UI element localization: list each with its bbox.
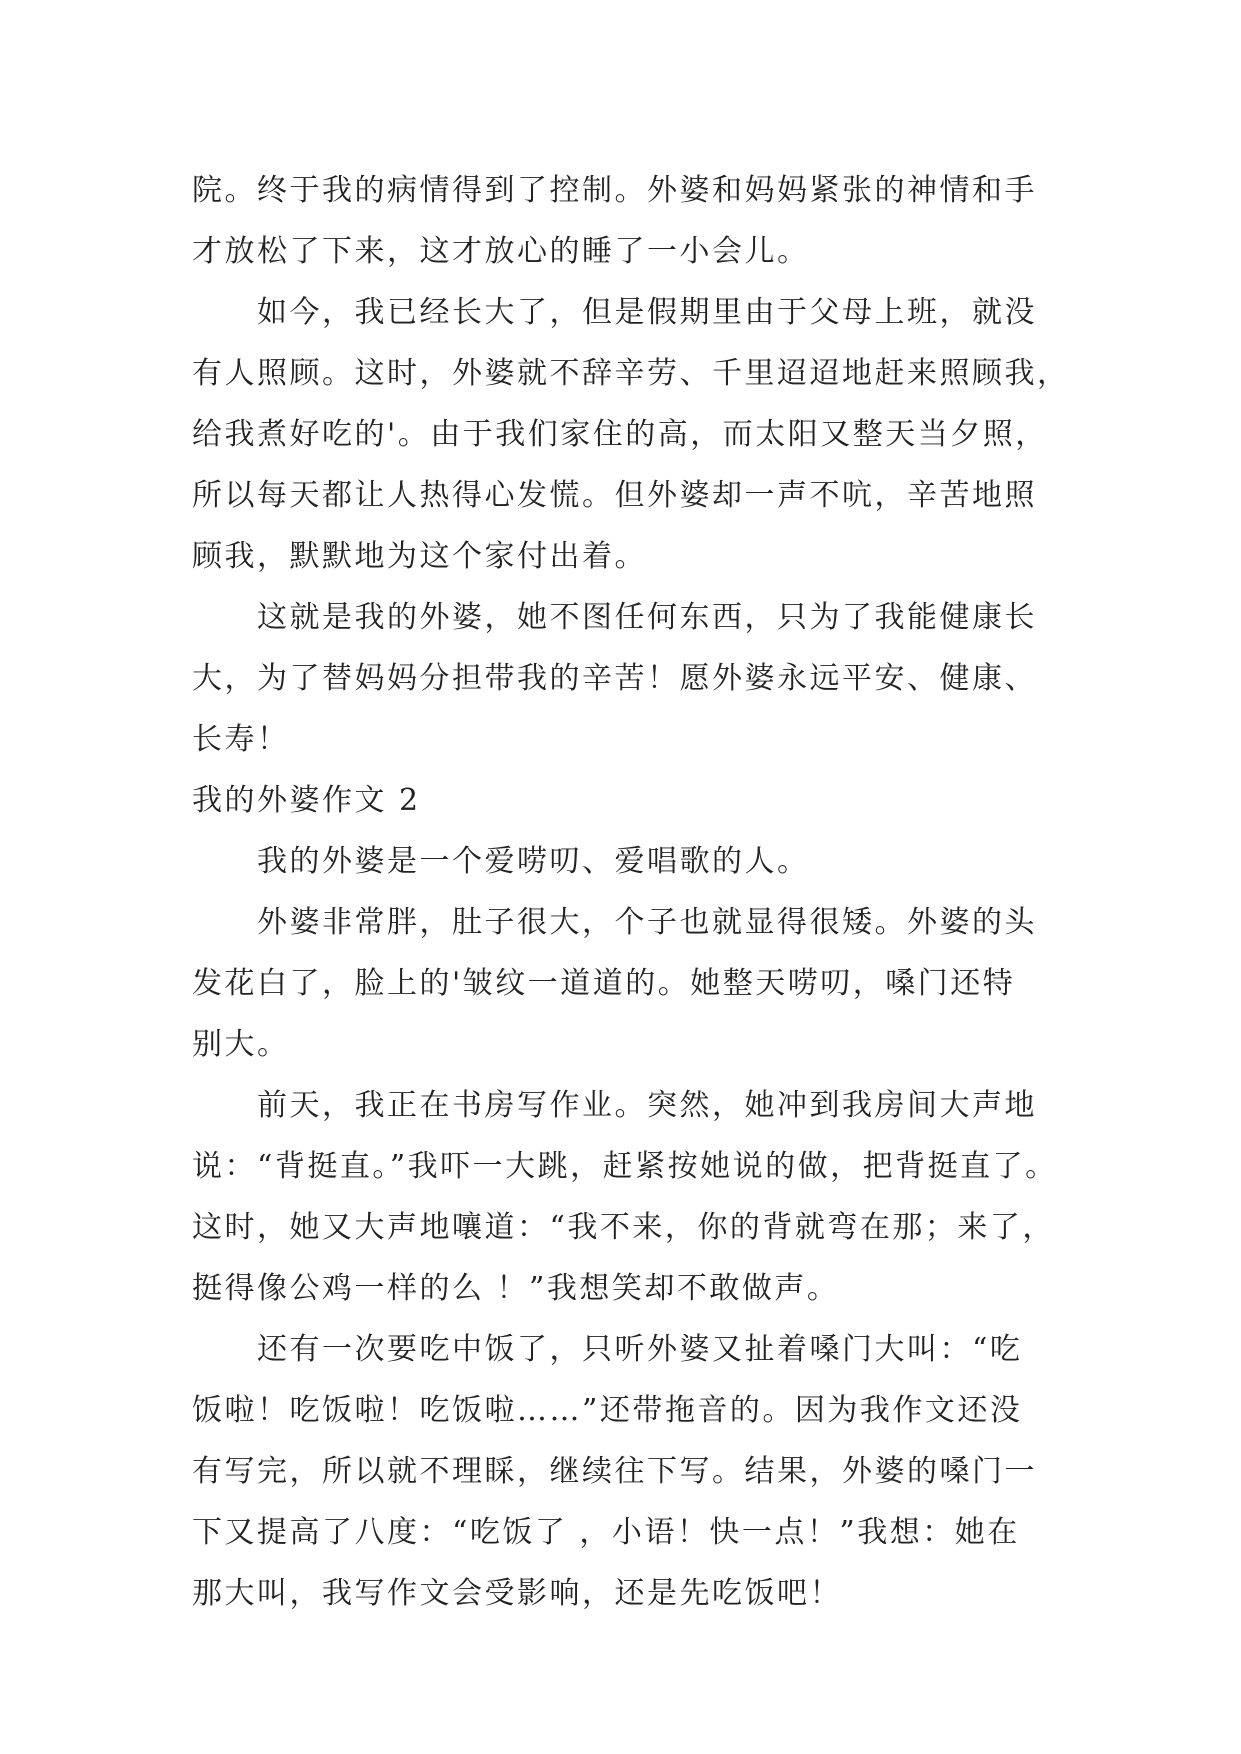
paragraph-line: 别大。	[192, 1027, 290, 1062]
paragraph-line: 院。终于我的病情得到了控制。外婆和妈妈紧张的神情和手	[192, 173, 1037, 208]
section-heading: 我的外婆作文 2	[192, 783, 421, 818]
paragraph-line: 饭啦！吃饭啦！吃饭啦……”还带拖音的。因为我作文还没	[192, 1393, 1023, 1428]
document-page	[192, 160, 1072, 1624]
paragraph-line: 挺得像公鸡一样的么 ！”我想笑却不敢做声。	[192, 1271, 840, 1306]
paragraph-line: 有写完，所以就不理睬，继续往下写。结果，外婆的嗓门一	[192, 1454, 1037, 1489]
paragraph-line: 顾我，默默地为这个家付出着。	[192, 539, 647, 574]
paragraph-line: 下又提高了八度：“吃饭了 ，小语！快一点！”我想：她在	[192, 1515, 1020, 1550]
paragraph-line: 外婆非常胖，肚子很大，个子也就显得很矮。外婆的头	[257, 905, 1037, 940]
paragraph-line: 有人照顾。这时，外婆就不辞辛劳、千里迢迢地赶来照顾我，	[192, 356, 1070, 391]
paragraph-line: 发花白了，脸上的'皱纹一道道的。她整天唠叨，嗓门还特	[192, 966, 1016, 1001]
paragraph-line: 这时，她又大声地嚷道：“我不来，你的背就弯在那；来了，	[192, 1210, 1055, 1245]
paragraph-line: 说：“背挺直。”我吓一大跳，赶紧按她说的做，把背挺直了。	[192, 1149, 1058, 1184]
paragraph-line: 我的外婆是一个爱唠叨、爱唱歌的人。	[257, 844, 810, 879]
paragraph-line: 给我煮好吃的'。由于我们家住的高，而太阳又整天当夕照，	[192, 417, 1048, 452]
paragraph-line: 这就是我的外婆，她不图任何东西，只为了我能健康长	[257, 600, 1037, 635]
paragraph-line: 才放松了下来，这才放心的睡了一小会儿。	[192, 234, 810, 269]
paragraph-line: 长寿！	[192, 722, 290, 757]
paragraph-line: 那大叫，我写作文会受影响，还是先吃饭吧！	[192, 1576, 842, 1611]
paragraph-line: 所以每天都让人热得心发慌。但外婆却一声不吭，辛苦地照	[192, 478, 1037, 513]
paragraph-line: 大，为了替妈妈分担带我的辛苦！愿外婆永远平安、健康、	[192, 661, 1037, 696]
paragraph-line: 如今，我已经长大了，但是假期里由于父母上班，就没	[257, 295, 1037, 330]
paragraph-line: 还有一次要吃中饭了，只听外婆又扯着嗓门大叫：“吃	[257, 1332, 1023, 1367]
paragraph-line: 前天，我正在书房写作业。突然，她冲到我房间大声地	[257, 1088, 1037, 1123]
